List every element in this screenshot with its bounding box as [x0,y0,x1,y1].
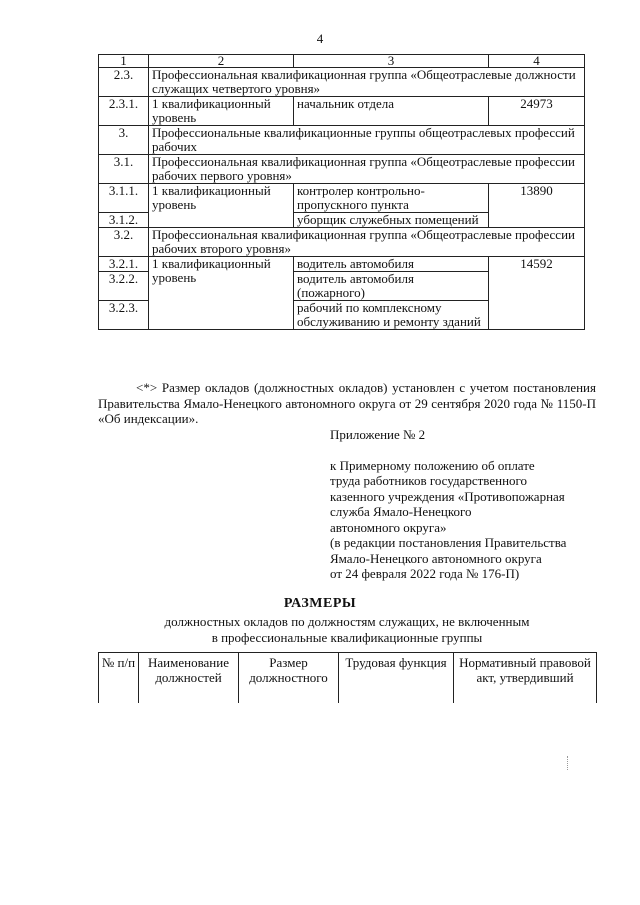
section-subtitle-line: в профессиональные квалификационные группы [211,629,483,645]
row-number: 3. [99,126,149,155]
appendix-title: Приложение № 2 [330,427,426,442]
page-number: 4 [316,31,324,46]
position-name: начальник отдела [294,97,489,126]
appendix-line: автономного округа» [330,519,447,535]
table-header-row [99,55,585,68]
section-subtitle [98,614,596,645]
header-cell: 2 [149,55,294,68]
scan-mark [567,756,569,770]
group-title: Профессиональная квалификационная группа «Общеотраслевые профессии рабочих первого уровня» [149,155,585,184]
section-title: РАЗМЕРЫ [283,596,357,611]
row-number: 2.3.1. [99,97,149,126]
position-name: уборщик служебных помещений [294,213,489,228]
section-subtitle-line: должностных окладов по должностям служащих, не включенным [164,614,530,629]
group-title: Профессиональная квалификационная группа «Общеотраслевые должности служащих четвертого уровня» [149,68,585,97]
appendix-line: (в редакции постановления Правительства [330,535,567,550]
position-name: рабочий по комплексному обслуживанию и ремонту зданий [294,301,489,330]
header-cell: 3 [294,55,489,68]
salary-value: 13890 [489,184,585,228]
salary-value: 14592 [489,257,585,330]
row-number: 3.2. [99,228,149,257]
table-row [99,97,585,126]
appendix-line: к Примерному положению об оплате [330,457,535,473]
row-number: 3.2.1. [99,257,149,272]
qualification-level: 1 квалификационный уровень [149,184,294,228]
row-number: 3.1. [99,155,149,184]
header-cell-function: Трудовая функция [339,653,454,704]
table-row [99,155,585,184]
table-row [99,228,585,257]
appendix-line: казенного учреждения «Противопожарная [330,488,565,504]
position-name: водитель автомобиля (пожарного) [294,272,489,301]
position-name: водитель автомобиля [294,257,489,272]
header-cell-name: Наименование должностей [139,653,239,704]
salary-value: 24973 [489,97,585,126]
appendix-block [330,427,610,582]
header-cell-salary: Размер должностного [239,653,339,704]
header-cell-act: Нормативный правовой акт, утвердивший [454,653,597,704]
row-number: 3.1.2. [99,213,149,228]
footnote: <*> Размер окладов (должностных окладов) установлен с учетом постановления Правительства Ямало-Ненецкого автономного округа от 29 сентября 2020 года № 1150-П «Об индексации». [98,380,596,426]
table-row [99,184,585,213]
row-number: 3.2.2. [99,272,149,301]
qualification-level: 1 квалификационный уровень [149,257,294,330]
appendix-line: от 24 февраля 2022 года № 176-П) [330,566,520,581]
row-number: 2.3. [99,68,149,97]
appendix-line: Ямало-Ненецкого автономного округа [330,550,542,566]
group-title: Профессиональные квалификационные группы общеотраслевых профессий рабочих [149,126,585,155]
row-number: 3.1.1. [99,184,149,213]
header-cell: 4 [489,55,585,68]
header-cell: 1 [99,55,149,68]
positions-table [98,652,597,703]
position-name: контролер контрольно-пропускного пункта [294,184,489,213]
row-number: 3.2.3. [99,301,149,330]
salary-table [98,54,585,330]
table-row [99,68,585,97]
table-row [99,257,585,272]
appendix-line: труда работников государственного [330,473,528,488]
qualification-level: 1 квалификационный уровень [149,97,294,126]
header-cell-number: № п/п [99,653,139,704]
group-title: Профессиональная квалификационная группа «Общеотраслевые профессии рабочих второго уровня» [149,228,585,257]
table-row [99,126,585,155]
table-header-row [99,653,597,704]
appendix-line: служба Ямало-Ненецкого [330,504,472,519]
